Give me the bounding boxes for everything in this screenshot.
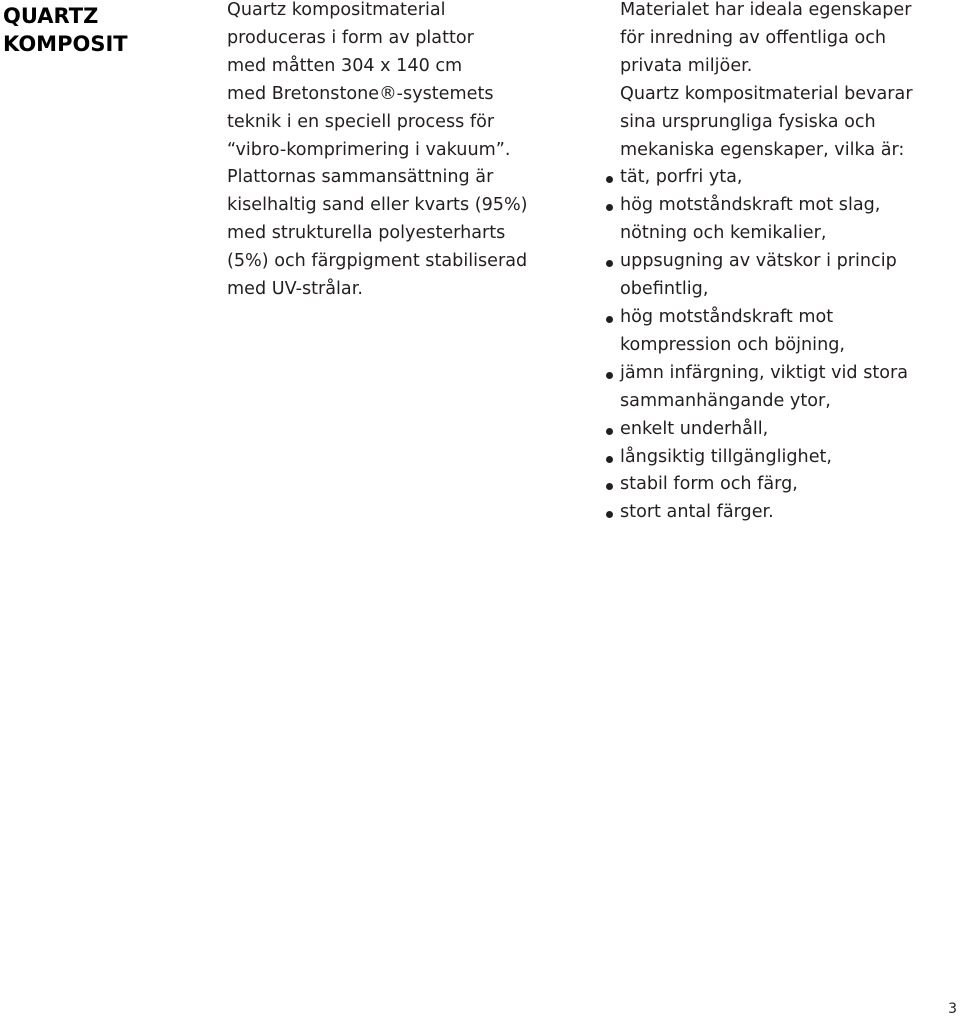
list-item xyxy=(605,304,955,360)
list-item xyxy=(605,499,955,527)
bullet-dot-icon xyxy=(606,483,613,490)
body-text-line: Plattornas sammansättning är xyxy=(227,167,494,188)
list-item-text: hög motståndskraft mot xyxy=(620,306,834,327)
section-title-line-2: KOMPOSIT xyxy=(3,32,128,56)
bullet-dot-icon xyxy=(606,428,613,435)
list-item-text: hög motståndskraft mot slag, xyxy=(620,195,881,216)
body-text-line: produceras i form av plattor xyxy=(227,27,474,48)
intro-text-line: Quartz kompositmaterial bevarar xyxy=(620,83,913,104)
page-number: 3 xyxy=(948,1001,957,1017)
list-item-continuation: nötning och kemikalier, xyxy=(620,223,827,244)
left-text-column xyxy=(227,0,587,304)
bullet-dot-icon xyxy=(606,316,613,323)
intro-text-line: för inredning av offentliga och xyxy=(620,27,887,48)
bullet-dot-icon xyxy=(606,372,613,379)
body-text-line: (5%) och färgpigment stabiliserad xyxy=(227,251,528,272)
list-item-text: uppsugning av vätskor i princip xyxy=(620,251,897,272)
body-text-line: “vibro-komprimering i vakuum”. xyxy=(227,139,511,160)
intro-text-line: sina ursprungliga fysiska och xyxy=(620,111,876,132)
list-item-text: jämn infärgning, viktigt vid stora xyxy=(620,362,909,383)
list-item-text: stabil form och färg, xyxy=(620,474,798,495)
right-text-column xyxy=(620,0,955,527)
body-text-line: med måtten 304 x 140 cm xyxy=(227,55,463,76)
list-item xyxy=(605,192,955,248)
list-item xyxy=(605,444,955,472)
bullet-dot-icon xyxy=(606,260,613,267)
list-item xyxy=(605,471,955,499)
bullet-dot-icon xyxy=(606,176,613,183)
section-title-line-1: QUARTZ xyxy=(3,4,99,28)
body-text-line: teknik i en speciell process för xyxy=(227,111,495,132)
section-title xyxy=(3,2,183,58)
list-item-continuation: sammanhängande ytor, xyxy=(620,390,831,411)
intro-text-line: Materialet har ideala egenskaper xyxy=(620,0,912,20)
intro-text-line: mekaniska egenskaper, vilka är: xyxy=(620,139,905,160)
body-text-line: kiselhaltig sand eller kvarts (95%) xyxy=(227,195,528,216)
list-item-continuation: kompression och böjning, xyxy=(620,334,845,355)
list-item xyxy=(605,416,955,444)
body-text-line: med strukturella polyesterharts xyxy=(227,223,506,244)
body-text-line: Quartz kompositmaterial xyxy=(227,0,446,20)
list-item xyxy=(605,248,955,304)
body-text-line: med UV-strålar. xyxy=(227,279,363,300)
list-item xyxy=(605,360,955,416)
body-text-line: med Bretonstone®-systemets xyxy=(227,83,494,104)
list-item-text: långsiktig tillgänglighet, xyxy=(620,446,833,467)
properties-list xyxy=(620,164,955,527)
bullet-dot-icon xyxy=(606,511,613,518)
intro-text-line: privata miljöer. xyxy=(620,55,753,76)
list-item-text: stort antal färger. xyxy=(620,502,774,523)
list-item xyxy=(605,164,955,192)
list-item-text: enkelt underhåll, xyxy=(620,418,769,439)
list-item-text: tät, porfri yta, xyxy=(620,167,743,188)
list-item-continuation: obefintlig, xyxy=(620,279,709,300)
bullet-dot-icon xyxy=(606,456,613,463)
bullet-dot-icon xyxy=(606,204,613,211)
